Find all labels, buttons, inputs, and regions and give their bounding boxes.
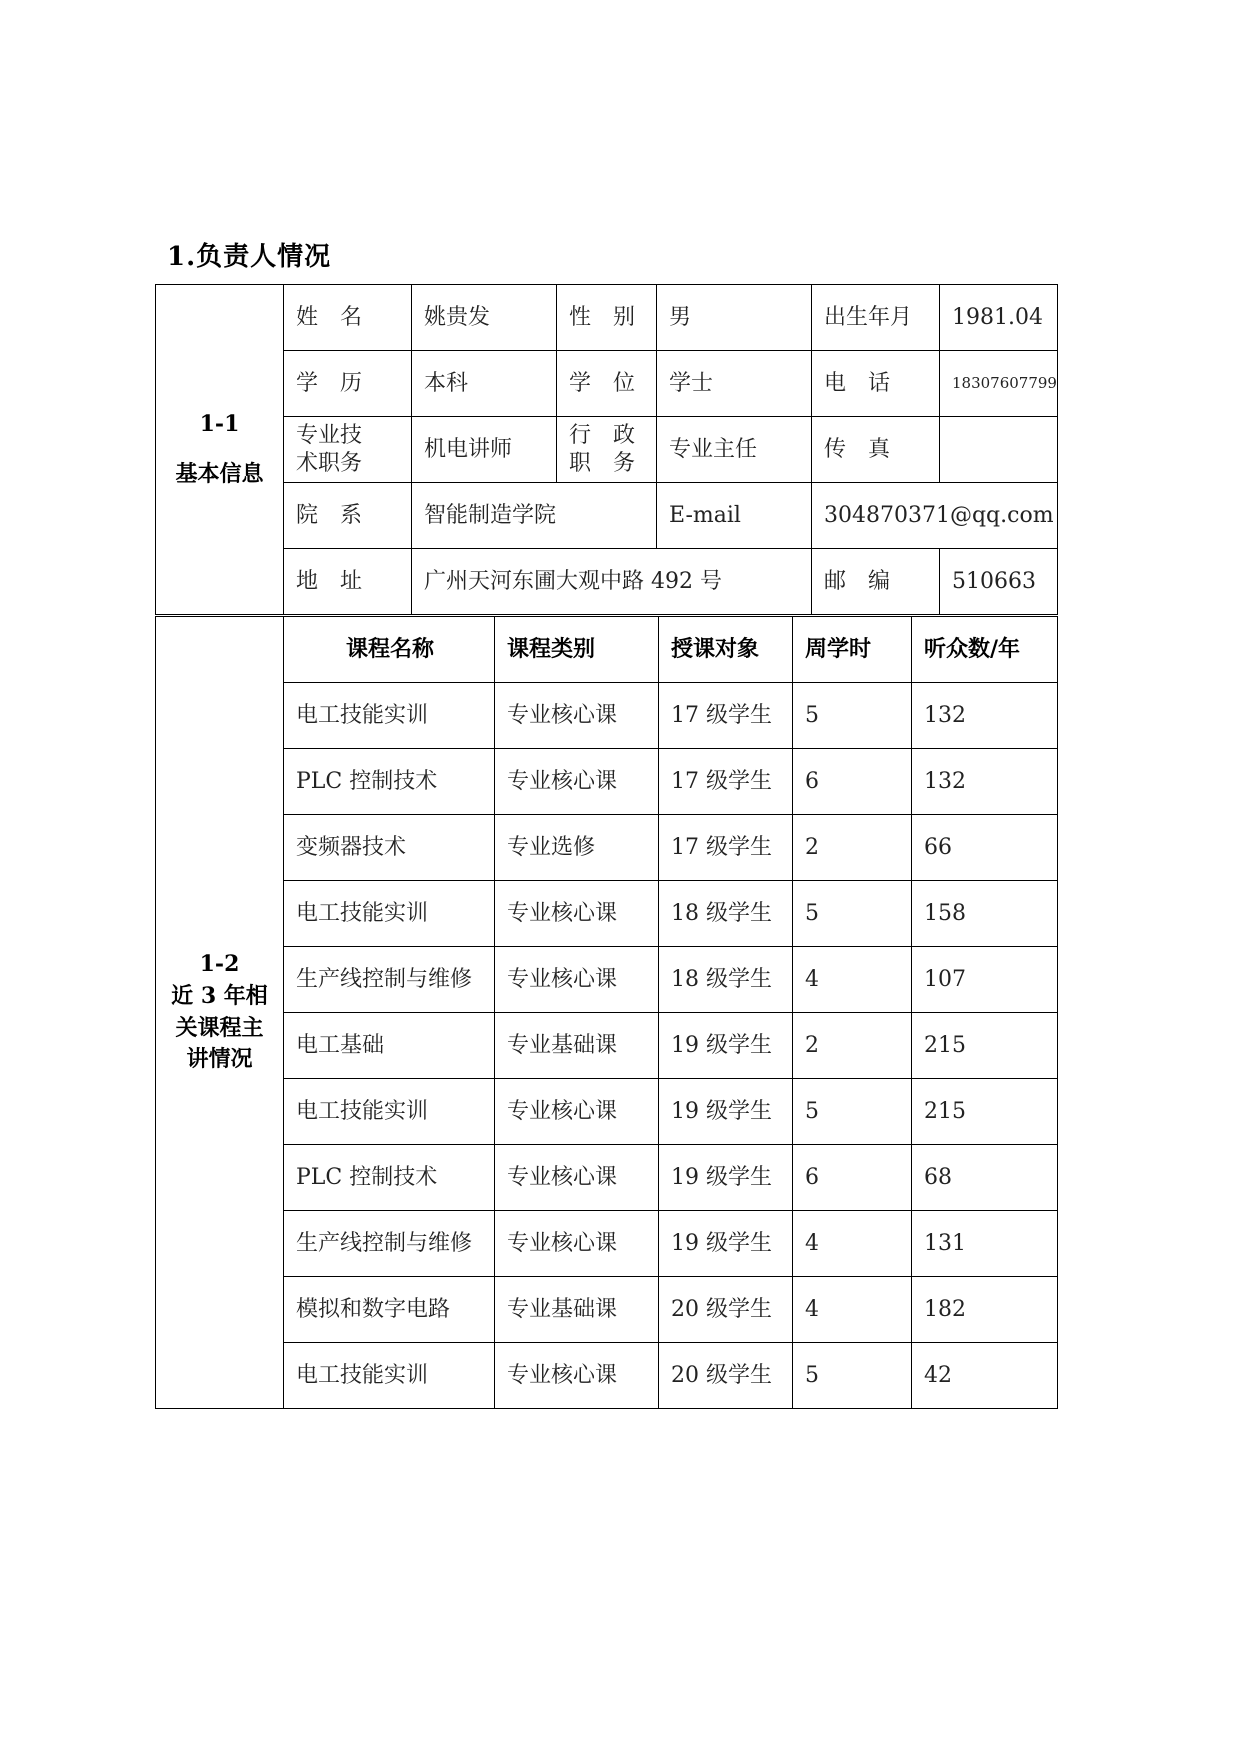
- title-label-line1: 专业技: [296, 423, 363, 448]
- cell-course-name: 生产线控制与维修: [284, 1211, 495, 1277]
- table-row: [156, 1013, 1058, 1079]
- admin-value: 专业主任: [657, 417, 812, 483]
- birth-label: 出生年月: [812, 285, 940, 351]
- cell-course-name: 生产线控制与维修: [284, 947, 495, 1013]
- postcode-value: 510663: [940, 549, 1058, 615]
- cell-audience: 17 级学生: [659, 815, 793, 881]
- cell-course-name: 电工技能实训: [284, 683, 495, 749]
- cell-weekly-hours: 2: [793, 1013, 912, 1079]
- cell-course-type: 专业核心课: [495, 683, 659, 749]
- cell-course-type: 专业选修: [495, 815, 659, 881]
- dept-value: 智能制造学院: [412, 483, 657, 549]
- cell-weekly-hours: 5: [793, 1079, 912, 1145]
- section-number: 1-1: [199, 410, 240, 437]
- email-value: 304870371@qq.com: [812, 483, 1058, 549]
- address-value: 广州天河东圃大观中路 492 号: [412, 549, 812, 615]
- cell-audience: 18 级学生: [659, 947, 793, 1013]
- gender-value: 男: [657, 285, 812, 351]
- section-courses-label: [156, 617, 284, 1409]
- section-title-line1: 近 3 年相: [171, 982, 268, 1009]
- table-row: [156, 947, 1058, 1013]
- basic-info-table: [155, 284, 1058, 615]
- cell-audience: 19 级学生: [659, 1079, 793, 1145]
- address-label: 地 址: [284, 549, 412, 615]
- cell-course-name: 电工技能实训: [284, 881, 495, 947]
- column-header-weekly-hours: 周学时: [793, 617, 912, 683]
- cell-course-type: 专业核心课: [495, 1079, 659, 1145]
- cell-listeners: 131: [912, 1211, 1058, 1277]
- column-header-listeners: 听众数/年: [912, 617, 1058, 683]
- phone-label: 电 话: [812, 351, 940, 417]
- cell-audience: 19 级学生: [659, 1211, 793, 1277]
- page-heading: 1.负责人情况: [167, 242, 332, 272]
- phone-value: 18307607799: [940, 351, 1058, 417]
- table-row: [156, 881, 1058, 947]
- cell-weekly-hours: 4: [793, 1211, 912, 1277]
- cell-weekly-hours: 6: [793, 749, 912, 815]
- cell-weekly-hours: 4: [793, 947, 912, 1013]
- table-row: [156, 1211, 1058, 1277]
- cell-weekly-hours: 6: [793, 1145, 912, 1211]
- cell-course-type: 专业基础课: [495, 1013, 659, 1079]
- title-label-line2: 术职务: [296, 450, 363, 476]
- cell-audience: 19 级学生: [659, 1013, 793, 1079]
- cell-course-type: 专业核心课: [495, 947, 659, 1013]
- cell-course-name: 电工基础: [284, 1013, 495, 1079]
- cell-weekly-hours: 4: [793, 1277, 912, 1343]
- cell-audience: 18 级学生: [659, 881, 793, 947]
- cell-audience: 20 级学生: [659, 1343, 793, 1409]
- degree-label: 学 位: [557, 351, 657, 417]
- cell-weekly-hours: 5: [793, 881, 912, 947]
- cell-listeners: 66: [912, 815, 1058, 881]
- education-label: 学 历: [284, 351, 412, 417]
- table-row: [156, 1145, 1058, 1211]
- section-title-line2: 关课程主: [175, 1014, 264, 1041]
- section-title: 基本信息: [175, 460, 264, 487]
- section-number: 1-2: [199, 950, 240, 977]
- cell-course-type: 专业核心课: [495, 1145, 659, 1211]
- admin-label-line1: 行 政: [569, 423, 636, 448]
- table-row: [156, 1079, 1058, 1145]
- cell-weekly-hours: 5: [793, 1343, 912, 1409]
- fax-value: [940, 417, 1058, 483]
- education-value: 本科: [412, 351, 557, 417]
- cell-weekly-hours: 2: [793, 815, 912, 881]
- degree-value: 学士: [657, 351, 812, 417]
- table-row: [156, 749, 1058, 815]
- cell-listeners: 68: [912, 1145, 1058, 1211]
- cell-audience: 17 级学生: [659, 683, 793, 749]
- cell-course-name: 模拟和数字电路: [284, 1277, 495, 1343]
- cell-course-type: 专业核心课: [495, 1211, 659, 1277]
- cell-course-name: 变频器技术: [284, 815, 495, 881]
- table-row: [156, 815, 1058, 881]
- admin-label-line2: 职 务: [569, 450, 636, 476]
- cell-course-name: 电工技能实训: [284, 1079, 495, 1145]
- section-title-line3: 讲情况: [186, 1046, 253, 1073]
- cell-listeners: 132: [912, 683, 1058, 749]
- table-row: [156, 683, 1058, 749]
- cell-listeners: 107: [912, 947, 1058, 1013]
- cell-weekly-hours: 5: [793, 683, 912, 749]
- cell-listeners: 182: [912, 1277, 1058, 1343]
- name-value: 姚贵发: [412, 285, 557, 351]
- title-label: [284, 417, 412, 483]
- cell-listeners: 158: [912, 881, 1058, 947]
- name-label: 姓 名: [284, 285, 412, 351]
- cell-listeners: 215: [912, 1013, 1058, 1079]
- email-label: E-mail: [657, 483, 812, 549]
- cell-course-type: 专业核心课: [495, 749, 659, 815]
- column-header-audience: 授课对象: [659, 617, 793, 683]
- cell-audience: 17 级学生: [659, 749, 793, 815]
- cell-listeners: 132: [912, 749, 1058, 815]
- fax-label: 传 真: [812, 417, 940, 483]
- column-header-course-name: 课程名称: [284, 617, 495, 683]
- cell-course-name: PLC 控制技术: [284, 749, 495, 815]
- cell-course-type: 专业基础课: [495, 1277, 659, 1343]
- title-value: 机电讲师: [412, 417, 557, 483]
- courses-table: [155, 616, 1058, 1409]
- cell-course-type: 专业核心课: [495, 1343, 659, 1409]
- cell-audience: 20 级学生: [659, 1277, 793, 1343]
- cell-course-name: PLC 控制技术: [284, 1145, 495, 1211]
- cell-course-name: 电工技能实训: [284, 1343, 495, 1409]
- section-basic-info-label: [156, 285, 284, 615]
- cell-course-type: 专业核心课: [495, 881, 659, 947]
- table-row: [156, 1277, 1058, 1343]
- cell-listeners: 215: [912, 1079, 1058, 1145]
- cell-audience: 19 级学生: [659, 1145, 793, 1211]
- gender-label: 性 别: [557, 285, 657, 351]
- dept-label: 院 系: [284, 483, 412, 549]
- postcode-label: 邮 编: [812, 549, 940, 615]
- column-header-course-type: 课程类别: [495, 617, 659, 683]
- birth-value: 1981.04: [940, 285, 1058, 351]
- table-row: [156, 1343, 1058, 1409]
- cell-listeners: 42: [912, 1343, 1058, 1409]
- admin-label: [557, 417, 657, 483]
